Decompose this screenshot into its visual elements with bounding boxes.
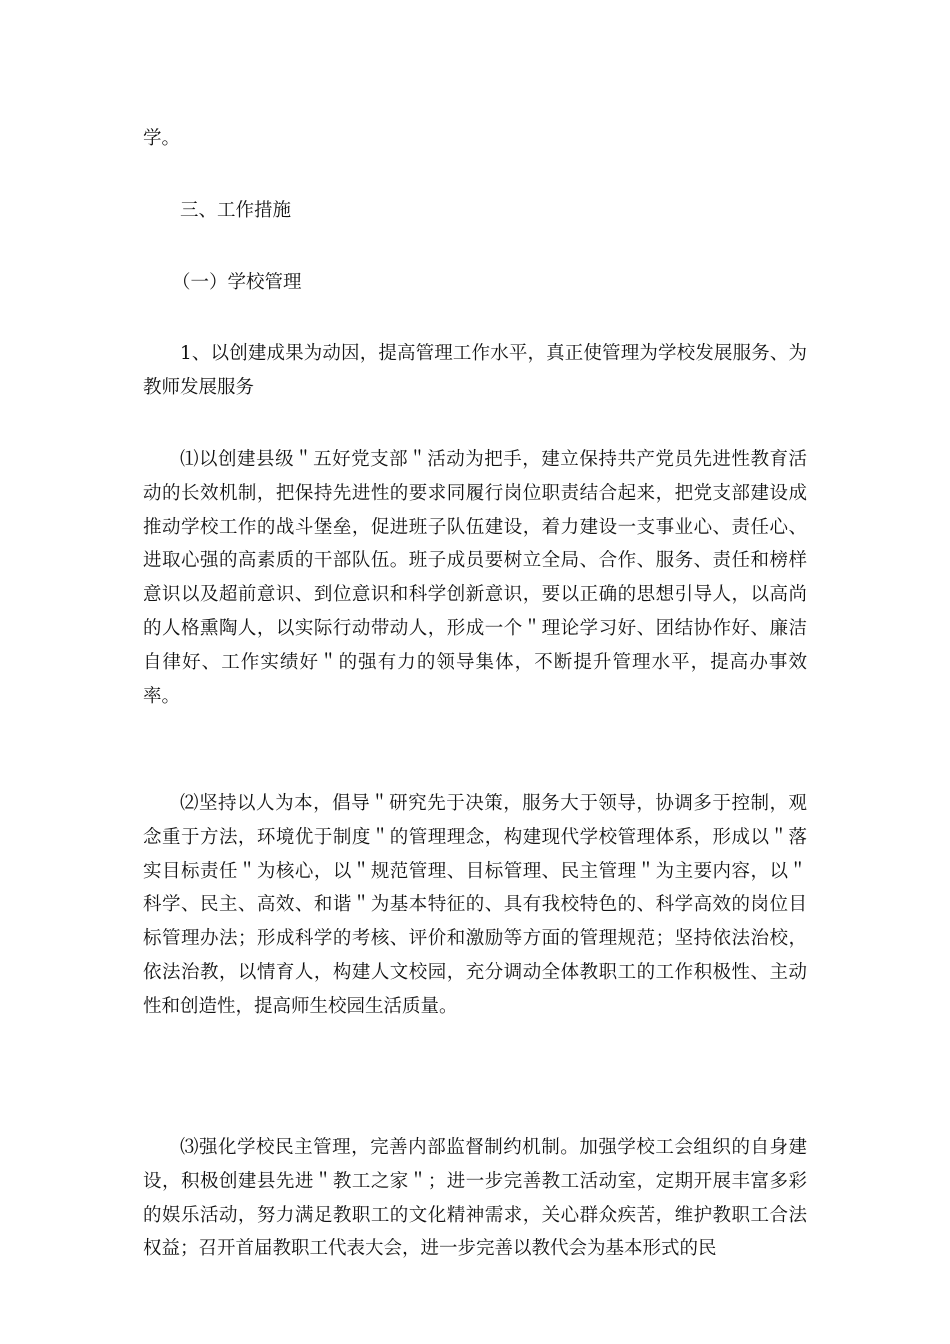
item-1-heading: 1、以创建成果为动因，提高管理工作水平，真正使管理为学校发展服务、为教师发展服务 bbox=[143, 343, 807, 398]
paragraph-3: ⑶强化学校民主管理，完善内部监督制约机制。加强学校工会组织的自身建设，积极创建县先进＂教工之家＂；进一步完善教工活动室，定期开展丰富多彩的娱乐活动，努力满足教职工的文化精神需求，关心群众疾苦，维护教职工合法权益；召开首届教职工代表大会，进一步完善以教代会为基本形式的民 bbox=[143, 1137, 807, 1260]
lead-text: 学。 bbox=[143, 128, 181, 149]
section-heading: 三、工作措施 bbox=[180, 200, 292, 221]
paragraph-2: ⑵坚持以人为本，倡导＂研究先于决策，服务大于领导，协调多于控制，观念重于方法，环境优于制度＂的管理理念，构建现代学校管理体系，形成以＂落实目标责任＂为核心，以＂规范管理、目标管理、民主管理＂为主要内容，以＂科学、民主、高效、和谐＂为基本特征的、具有我校特色的、科学高效的岗位目标管理办法；形成科学的考核、评价和激励等方面的管理规范；坚持依法治校，依法治教，以情育人，构建人文校园，充分调动全体教职工的工作积极性、主动性和创造性，提高师生校园生活质量。 bbox=[143, 793, 807, 1017]
subsection-heading: （一）学校管理 bbox=[172, 272, 302, 293]
paragraph-1: ⑴以创建县级＂五好党支部＂活动为把手，建立保持共产党员先进性教育活动的长效机制，把保持先进性的要求同履行岗位职责结合起来，把党支部建设成推动学校工作的战斗堡垒，促进班子队伍建设，着力建设一支事业心、责任心、进取心强的高素质的干部队伍。班子成员要树立全局、合作、服务、责任和榜样意识以及超前意识、到位意识和科学创新意识，要以正确的思想引导人，以高尚的人格熏陶人，以实际行动带动人，形成一个＂理论学习好、团结协作好、廉洁自律好、工作实绩好＂的强有力的领导集体，不断提升管理水平，提高办事效率。 bbox=[143, 449, 807, 707]
